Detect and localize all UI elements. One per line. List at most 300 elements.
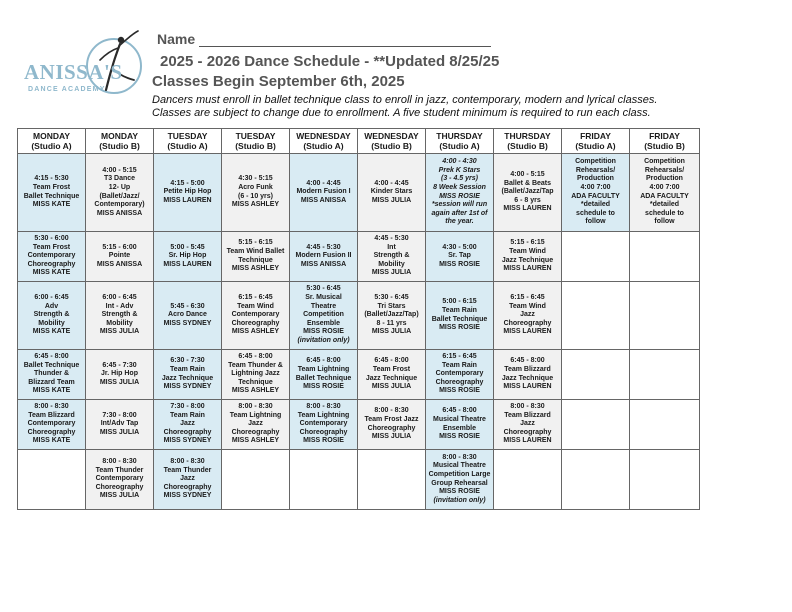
class-line: 5:00 - 6:15 xyxy=(442,298,477,306)
class-line: Team Thunder & xyxy=(228,361,283,369)
class-line: 8:00 - 8:30 xyxy=(170,458,205,466)
class-cell xyxy=(494,400,562,450)
class-line: 5:00 - 5:45 xyxy=(170,243,205,251)
class-cell xyxy=(222,232,290,282)
class-line: MISS ANISSA xyxy=(300,260,347,268)
class-line: Team Thunder xyxy=(95,466,144,474)
class-line: MISS ASHLEY xyxy=(231,437,280,445)
page-subtitle: Classes Begin September 6th, 2025 xyxy=(152,73,405,90)
class-line: Jazz xyxy=(248,420,263,428)
class-line: MISS JULIA xyxy=(371,328,412,336)
class-cell xyxy=(222,154,290,232)
class-line: (Ballet/Jazz/Tap xyxy=(501,188,554,196)
class-cell xyxy=(18,282,86,350)
schedule-row xyxy=(18,400,700,450)
class-line: Competition xyxy=(644,158,685,166)
column-studio: (Studio B) xyxy=(371,141,412,151)
class-line: Contemporary xyxy=(299,420,348,428)
class-line: Tri Stars xyxy=(377,302,406,310)
class-line: MISS LAUREN xyxy=(503,328,552,336)
class-cell xyxy=(494,282,562,350)
class-line: MISS JULIA xyxy=(99,378,140,386)
column-day: TUESDAY xyxy=(167,131,208,141)
column-header xyxy=(630,129,700,154)
class-line: 7:30 - 8:00 xyxy=(102,411,137,419)
class-line: Team Wind xyxy=(509,247,546,255)
class-line: Ensemble xyxy=(306,319,341,327)
class-line: Petite Hip Hop xyxy=(163,188,212,196)
class-line: Jr. Hip Hop xyxy=(101,370,138,378)
class-line: Contemporary xyxy=(231,311,280,319)
class-line: 4:45 - 5:30 xyxy=(374,235,409,243)
class-line: Pointe xyxy=(108,252,131,260)
column-header xyxy=(222,129,290,154)
class-line: 4:00 7:00 xyxy=(649,183,680,191)
class-line: Ballet Technique xyxy=(295,374,352,382)
class-line: Choreography xyxy=(435,378,484,386)
class-line: MISS JULIA xyxy=(99,428,140,436)
class-line: Competition xyxy=(303,311,344,319)
column-day: WEDNESDAY xyxy=(296,131,351,141)
class-line: MISS JULIA xyxy=(371,269,412,277)
column-day: WEDNESDAY xyxy=(364,131,419,141)
class-cell xyxy=(86,232,154,282)
column-header xyxy=(154,129,222,154)
class-line: Acro Funk xyxy=(238,183,273,191)
column-day: TUESDAY xyxy=(235,131,276,141)
class-line: Sr. Hip Hop xyxy=(168,252,207,260)
class-line: Team Lightning xyxy=(297,365,350,373)
class-cell xyxy=(426,154,494,232)
class-line: (invitation only) xyxy=(433,496,486,504)
name-blank[interactable] xyxy=(199,32,491,47)
class-line: MISS KATE xyxy=(32,387,71,395)
class-cell xyxy=(154,450,222,510)
class-line: schedule to xyxy=(576,209,615,217)
class-line: Modern Fusion II xyxy=(295,252,352,260)
class-line: Jazz Technique xyxy=(501,256,554,264)
schedule-row xyxy=(18,450,700,510)
class-line: 8 - 11 yrs xyxy=(376,319,407,327)
empty-cell xyxy=(562,282,630,350)
class-line: MISS SYDNEY xyxy=(163,437,212,445)
class-line: 4:00 - 4:30 xyxy=(442,158,477,166)
class-line: MISS JULIA xyxy=(99,492,140,500)
class-line: MISS LAUREN xyxy=(503,437,552,445)
class-line: Team Rain xyxy=(442,361,477,369)
class-line: Choreography xyxy=(231,319,280,327)
schedule-table xyxy=(17,128,700,510)
class-line: Blizzard Team xyxy=(28,378,75,386)
class-cell xyxy=(154,232,222,282)
class-cell xyxy=(86,154,154,232)
column-day: MONDAY xyxy=(101,131,138,141)
empty-cell xyxy=(562,232,630,282)
class-line: Choreography xyxy=(163,428,212,436)
class-line: Team Thunder xyxy=(163,466,212,474)
class-line: 6:15 - 6:45 xyxy=(510,294,545,302)
class-line: Production xyxy=(577,175,614,183)
class-line: MISS ROSIE xyxy=(303,437,344,445)
class-cell xyxy=(358,400,426,450)
class-line: Team Rain xyxy=(170,411,205,419)
class-line: 8:00 - 8:30 xyxy=(34,403,69,411)
class-line: Int/Adv Tap xyxy=(100,420,139,428)
class-line: 6:45 - 8:00 xyxy=(374,357,409,365)
class-line: MISS ASHLEY xyxy=(231,265,280,273)
empty-cell xyxy=(18,450,86,510)
column-day: THURSDAY xyxy=(504,131,551,141)
class-line: Strength & xyxy=(101,311,138,319)
class-line: *session will run xyxy=(431,201,488,209)
column-studio: (Studio B) xyxy=(235,141,276,151)
class-cell xyxy=(426,450,494,510)
class-line: *detailed xyxy=(649,201,680,209)
class-line: Int - Adv xyxy=(105,302,134,310)
class-line: again after 1st of xyxy=(431,209,488,217)
class-cell xyxy=(426,350,494,400)
class-cell xyxy=(222,400,290,450)
empty-cell xyxy=(562,350,630,400)
class-line: Team Wind xyxy=(509,302,546,310)
empty-cell xyxy=(222,450,290,510)
column-studio: (Studio A) xyxy=(439,141,480,151)
class-line: Team Blizzard xyxy=(504,365,551,373)
class-line: Ballet Technique xyxy=(23,192,80,200)
class-line: Contemporary xyxy=(95,475,144,483)
class-line: Team Lightning xyxy=(297,411,350,419)
class-line: follow xyxy=(654,218,675,226)
class-cell xyxy=(290,282,358,350)
class-line: 6:45 - 8:00 xyxy=(34,353,69,361)
class-cell xyxy=(358,154,426,232)
class-line: MISS KATE xyxy=(32,437,71,445)
class-line: ADA FACULTY xyxy=(640,192,689,200)
class-line: Thunder & xyxy=(34,370,69,378)
class-line: MISS SYDNEY xyxy=(163,492,212,500)
schedule-row xyxy=(18,232,700,282)
class-cell xyxy=(154,350,222,400)
class-line: Jazz Technique xyxy=(365,374,418,382)
class-line: Team Frost Jazz xyxy=(364,415,419,423)
class-line: 5:30 - 6:00 xyxy=(34,235,69,243)
empty-cell xyxy=(290,450,358,510)
class-line: 4:00 7:00 xyxy=(580,183,611,191)
class-line: MISS ROSIE xyxy=(439,260,480,268)
class-line: (invitation only) xyxy=(297,336,350,344)
class-line: MISS ROSIE xyxy=(439,488,480,496)
class-line: 8:00 - 8:30 xyxy=(374,407,409,415)
class-line: MISS ANISSA xyxy=(300,196,347,204)
empty-cell xyxy=(358,450,426,510)
class-line: MISS JULIA xyxy=(371,383,412,391)
empty-cell xyxy=(562,400,630,450)
class-line: Strength & xyxy=(33,311,70,319)
class-cell xyxy=(290,154,358,232)
class-line: 4:30 - 5:00 xyxy=(442,243,477,251)
class-line: the year. xyxy=(445,218,474,226)
class-line: Team Frost xyxy=(32,243,71,251)
class-line: Ballet & Beats xyxy=(503,179,552,187)
empty-cell xyxy=(630,350,700,400)
class-line: Mobility xyxy=(378,260,405,268)
class-line: Theatre xyxy=(310,302,337,310)
empty-cell xyxy=(630,450,700,510)
class-line: Competition Large xyxy=(428,470,491,478)
class-line: 8:00 - 8:30 xyxy=(306,403,341,411)
column-day: THURSDAY xyxy=(436,131,483,141)
empty-cell xyxy=(630,282,700,350)
class-line: MISS JULIA xyxy=(99,328,140,336)
class-line: Technique xyxy=(238,378,273,386)
class-line: 4:00 - 4:45 xyxy=(306,179,341,187)
class-line: Jazz xyxy=(180,420,195,428)
class-line: 5:45 - 6:30 xyxy=(170,302,205,310)
class-line: MISS JULIA xyxy=(371,196,412,204)
class-line: Team Blizzard xyxy=(504,411,551,419)
class-line: 4:15 - 5:30 xyxy=(34,175,69,183)
class-line: MISS KATE xyxy=(32,269,71,277)
class-line: 6:45 - 8:00 xyxy=(306,357,341,365)
enrollment-notice xyxy=(152,94,772,120)
page-title: 2025 - 2026 Dance Schedule - **Updated 8/25/25 xyxy=(160,53,500,70)
column-studio: (Studio B) xyxy=(99,141,140,151)
class-line: Choreography xyxy=(27,260,76,268)
class-cell xyxy=(86,350,154,400)
class-line: 5:15 - 6:15 xyxy=(238,239,273,247)
class-line: Jazz xyxy=(520,311,535,319)
class-line: MISS LAUREN xyxy=(503,383,552,391)
class-line: MISS ASHLEY xyxy=(231,387,280,395)
class-line: 4:15 - 5:00 xyxy=(170,179,205,187)
notice-line-2: Classes are subject to change due to enrollment. A five student minimum is required to run each class. xyxy=(152,107,651,119)
class-line: Contemporary xyxy=(435,370,484,378)
class-cell xyxy=(426,400,494,450)
class-line: 7:30 - 8:00 xyxy=(170,403,205,411)
column-header xyxy=(18,129,86,154)
class-line: 6:30 - 7:30 xyxy=(170,357,205,365)
column-header xyxy=(358,129,426,154)
class-line: schedule to xyxy=(645,209,684,217)
class-cell xyxy=(562,154,630,232)
class-line: Adv xyxy=(44,302,59,310)
class-line: Contemporary xyxy=(27,252,76,260)
class-cell xyxy=(86,400,154,450)
class-cell xyxy=(426,232,494,282)
column-studio: (Studio A) xyxy=(167,141,208,151)
class-line: 8:00 - 8:30 xyxy=(238,403,273,411)
class-line: Musical Theatre xyxy=(433,462,486,470)
class-line: Int xyxy=(387,243,396,251)
column-studio: (Studio A) xyxy=(31,141,72,151)
class-line: MISS ROSIE xyxy=(303,328,344,336)
class-line: 6 - 8 yrs xyxy=(514,196,541,204)
class-line: 6:00 - 6:45 xyxy=(102,294,137,302)
class-cell xyxy=(426,282,494,350)
class-cell xyxy=(494,350,562,400)
class-cell xyxy=(630,154,700,232)
class-line: Rehearsals/ xyxy=(575,166,616,174)
class-line: Team Rain xyxy=(170,365,205,373)
class-line: 4:30 - 5:15 xyxy=(238,175,273,183)
class-cell xyxy=(18,232,86,282)
class-line: Jazz xyxy=(520,420,535,428)
class-cell xyxy=(18,350,86,400)
class-line: Choreography xyxy=(95,483,144,491)
class-cell xyxy=(18,154,86,232)
class-line: MISS ROSIE xyxy=(439,192,480,200)
class-line: Strength & xyxy=(373,252,410,260)
empty-cell xyxy=(494,450,562,510)
class-line: 5:15 - 6:00 xyxy=(102,243,137,251)
class-line: 5:15 - 6:15 xyxy=(510,239,545,247)
class-cell xyxy=(154,154,222,232)
class-line: 12- Up xyxy=(108,183,131,191)
class-line: Acro Dance xyxy=(168,311,207,319)
class-line: ADA FACULTY xyxy=(571,192,620,200)
class-cell xyxy=(358,232,426,282)
schedule-header-row xyxy=(18,129,700,154)
class-line: MISS LAUREN xyxy=(503,205,552,213)
class-line: 4:00 - 5:15 xyxy=(102,166,137,174)
class-line: Choreography xyxy=(299,428,348,436)
class-line: (3 - 4.5 yrs) xyxy=(441,175,478,183)
class-line: MISS KATE xyxy=(32,201,71,209)
class-line: 8 Week Session xyxy=(433,183,486,191)
class-cell xyxy=(18,400,86,450)
class-line: Choreography xyxy=(163,483,212,491)
class-line: Ensemble xyxy=(442,424,477,432)
empty-cell xyxy=(630,400,700,450)
empty-cell xyxy=(562,450,630,510)
class-cell xyxy=(154,282,222,350)
class-line: 8:00 - 8:30 xyxy=(102,458,137,466)
logo-wordmark: ANISSA'S xyxy=(24,60,123,84)
class-line: Jazz Technique xyxy=(161,374,214,382)
column-header xyxy=(86,129,154,154)
class-cell xyxy=(358,350,426,400)
column-day: MONDAY xyxy=(33,131,70,141)
class-line: Contemporary xyxy=(27,420,76,428)
class-line: Production xyxy=(646,175,683,183)
class-line: Choreography xyxy=(503,428,552,436)
class-line: MISS JULIA xyxy=(371,433,412,441)
class-line: 5:30 - 6:45 xyxy=(306,285,341,293)
class-line: 6:45 - 8:00 xyxy=(442,407,477,415)
class-line: MISS ROSIE xyxy=(303,383,344,391)
class-cell xyxy=(494,154,562,232)
class-line: Team Frost xyxy=(372,365,411,373)
class-line: Team Wind Ballet xyxy=(226,247,285,255)
class-line: Competition xyxy=(575,158,616,166)
class-line: follow xyxy=(585,218,606,226)
class-line: Mobility xyxy=(38,319,65,327)
class-cell xyxy=(86,450,154,510)
class-line: Team Lightning xyxy=(229,411,282,419)
column-studio: (Studio A) xyxy=(575,141,616,151)
column-header xyxy=(426,129,494,154)
class-line: MISS SYDNEY xyxy=(163,383,212,391)
class-line: MISS ASHLEY xyxy=(231,201,280,209)
class-line: 8:00 - 8:30 xyxy=(442,453,477,461)
class-line: 6:15 - 6:45 xyxy=(238,294,273,302)
schedule-row xyxy=(18,350,700,400)
column-header xyxy=(494,129,562,154)
class-line: 5:30 - 6:45 xyxy=(374,294,409,302)
class-line: (6 - 10 yrs) xyxy=(237,192,274,200)
column-studio: (Studio B) xyxy=(507,141,548,151)
class-line: (Ballet/Jazz/Tap) xyxy=(364,311,419,319)
class-line: Jazz xyxy=(180,475,195,483)
class-line: Group Rehearsal xyxy=(431,479,488,487)
class-line: 6:15 - 6:45 xyxy=(442,353,477,361)
empty-cell xyxy=(630,232,700,282)
name-field-line xyxy=(157,31,491,47)
class-line: Lightning Jazz xyxy=(231,370,280,378)
class-line: MISS KATE xyxy=(32,328,71,336)
class-line: Ballet Technique xyxy=(431,315,488,323)
class-line: Musical Theatre xyxy=(433,415,486,423)
column-studio: (Studio B) xyxy=(644,141,685,151)
class-line: Choreography xyxy=(231,428,280,436)
notice-line-1: Dancers must enroll in ballet technique class to enroll in jazz, contemporary, modern and lyrical classes. xyxy=(152,94,658,106)
class-line: MISS ROSIE xyxy=(439,324,480,332)
class-line: Prek K Stars xyxy=(438,166,481,174)
class-line: 6:45 - 8:00 xyxy=(510,357,545,365)
class-line: Ballet Technique xyxy=(23,361,80,369)
schedule-row xyxy=(18,154,700,232)
class-cell xyxy=(290,350,358,400)
class-line: (Ballet/Jazz/ xyxy=(99,192,140,200)
class-line: 4:45 - 5:30 xyxy=(306,243,341,251)
schedule-body xyxy=(18,154,700,510)
column-day: FRIDAY xyxy=(649,131,680,141)
class-line: 6:00 - 6:45 xyxy=(34,294,69,302)
column-day: FRIDAY xyxy=(580,131,611,141)
class-line: Sr. Musical xyxy=(305,294,342,302)
column-studio: (Studio A) xyxy=(303,141,344,151)
class-line: Team Frost xyxy=(32,183,71,191)
class-line: 4:00 - 5:15 xyxy=(510,171,545,179)
name-label: Name xyxy=(157,31,196,47)
class-line: MISS LAUREN xyxy=(163,260,212,268)
column-header xyxy=(562,129,630,154)
class-cell xyxy=(222,282,290,350)
class-cell xyxy=(290,232,358,282)
class-cell xyxy=(494,232,562,282)
class-line: Sr. Tap xyxy=(448,252,471,260)
class-line: Choreography xyxy=(503,319,552,327)
class-line: MISS ANISSA xyxy=(96,209,143,217)
class-line: Contemporary) xyxy=(94,201,145,209)
class-cell xyxy=(86,282,154,350)
class-line: 4:00 - 4:45 xyxy=(374,179,409,187)
class-line: MISS ROSIE xyxy=(439,387,480,395)
class-line: MISS LAUREN xyxy=(503,265,552,273)
class-line: Team Rain xyxy=(442,306,477,314)
schedule-row xyxy=(18,282,700,350)
class-line: Technique xyxy=(238,256,273,264)
class-line: MISS ROSIE xyxy=(439,433,480,441)
class-line: MISS LAUREN xyxy=(163,196,212,204)
class-line: MISS ANISSA xyxy=(96,260,143,268)
column-header xyxy=(290,129,358,154)
class-line: Modern Fusion I xyxy=(296,188,351,196)
class-line: MISS SYDNEY xyxy=(163,319,212,327)
class-line: T3 Dance xyxy=(103,175,136,183)
class-cell xyxy=(154,400,222,450)
class-line: Choreography xyxy=(27,428,76,436)
